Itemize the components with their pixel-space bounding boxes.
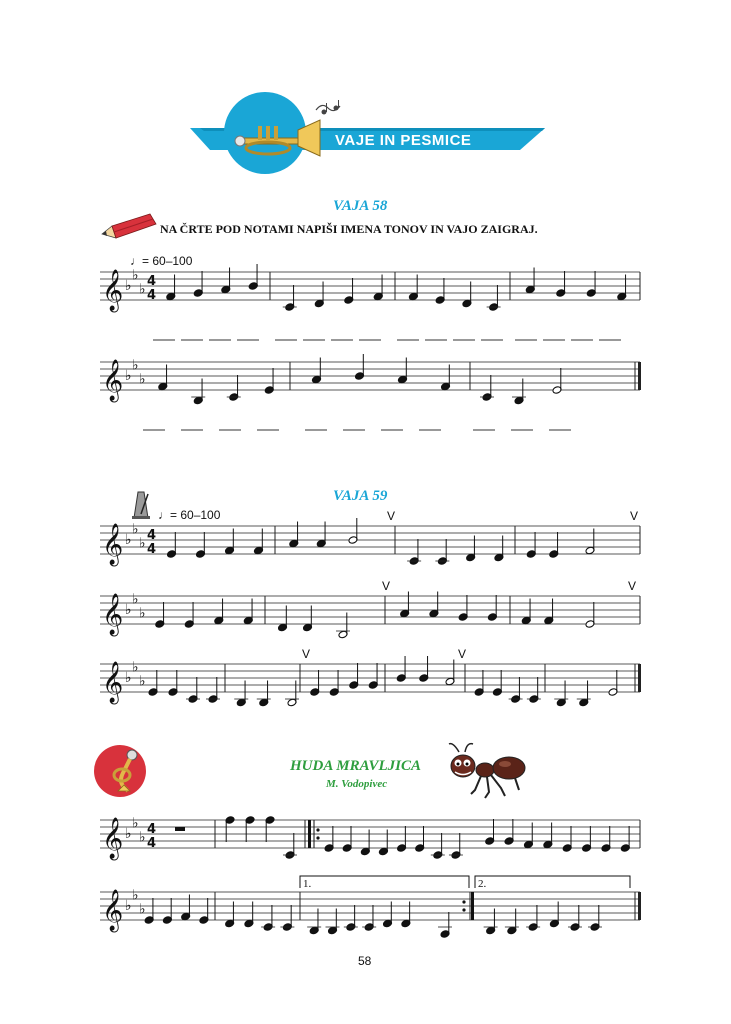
flat-sign: ♭: [139, 829, 146, 846]
treble-clef-icon: 𝄞: [102, 662, 124, 703]
flat-sign: ♭: [132, 815, 139, 832]
exercise-58-instruction: NA ČRTE POD NOTAMI NAPIŠI IMENA TONOV IN VAJO ZAIGRAJ.: [160, 222, 538, 236]
time-signature: 4: [147, 836, 157, 851]
time-signature: 4: [147, 542, 157, 557]
repeat-dot: [316, 828, 319, 831]
staff-vaja58-line1: [95, 262, 655, 316]
flat-sign: ♭: [125, 368, 132, 384]
flat-sign: ♭: [132, 521, 139, 538]
first-ending-bracket: [300, 876, 469, 888]
exercise-58-title: VAJA 58: [333, 198, 388, 214]
exercise-59-title: VAJA 59: [333, 488, 388, 504]
flat-sign: ♭: [132, 357, 139, 374]
quarter-note-icon: ♩: [158, 508, 170, 522]
flat-sign: ♭: [125, 532, 132, 548]
flat-sign: ♭: [132, 659, 139, 676]
page-number: 58: [358, 954, 372, 968]
time-signature: 4: [147, 274, 157, 289]
second-ending-bracket: [475, 876, 630, 888]
treble-clef-icon: 𝄞: [102, 360, 124, 401]
treble-clef-icon: 𝄞: [102, 270, 124, 311]
repeat-bar: [308, 820, 311, 848]
final-barline: [638, 362, 641, 390]
flat-sign: ♭: [139, 281, 146, 298]
staff-song-line2: [95, 874, 655, 940]
flat-sign: ♭: [132, 887, 139, 904]
song-title: HUDA MRAVLJICA: [290, 758, 422, 774]
treble-clef-icon: 𝄞: [102, 594, 124, 635]
pencil-icon: [98, 212, 158, 240]
flat-sign: ♭: [125, 898, 132, 914]
repeat-dot: [316, 836, 319, 839]
final-barline: [638, 892, 641, 920]
flat-sign: ♭: [125, 278, 132, 294]
repeat-dot: [462, 900, 465, 903]
bow-mark: V: [628, 579, 637, 593]
answer-lines-vaja58-line2: [95, 424, 655, 436]
first-ending-label: 1.: [303, 878, 312, 890]
flat-sign: ♭: [139, 371, 146, 388]
flat-sign: ♭: [125, 670, 132, 686]
ant-icon: [445, 742, 530, 802]
flat-sign: ♭: [125, 826, 132, 842]
bow-mark: V: [382, 579, 391, 593]
instrument-badge-icon: [94, 745, 146, 797]
staff-vaja59-line3: [95, 654, 655, 708]
final-barline: [638, 664, 641, 692]
trumpet-icon: [228, 100, 348, 160]
quarter-note-icon: ♩: [130, 254, 142, 268]
flat-sign: ♭: [132, 591, 139, 608]
flat-sign: ♭: [125, 602, 132, 618]
bow-mark: V: [302, 647, 311, 661]
staff-song-line1: [95, 808, 655, 868]
time-signature: 4: [147, 822, 157, 837]
repeat-dot: [462, 908, 465, 911]
staff-vaja59-line2: [95, 586, 655, 640]
whole-rest: [175, 827, 185, 831]
flat-sign: ♭: [139, 901, 146, 918]
flat-sign: ♭: [139, 605, 146, 622]
flat-sign: ♭: [132, 267, 139, 284]
flat-sign: ♭: [139, 673, 146, 690]
second-ending-label: 2.: [478, 878, 487, 890]
flat-sign: ♭: [139, 535, 146, 552]
treble-clef-icon: 𝄞: [102, 818, 124, 859]
repeat-bar: [471, 892, 474, 920]
treble-clef-icon: 𝄞: [102, 890, 124, 931]
time-signature: 4: [147, 528, 157, 543]
song-author: M. Vodopivec: [326, 778, 388, 790]
bow-mark: V: [458, 647, 467, 661]
staff-vaja58-line2: [95, 352, 655, 406]
tempo-value: = 60–100: [142, 254, 193, 268]
bow-mark: V: [387, 509, 396, 523]
bow-mark: V: [630, 509, 639, 523]
time-signature: 4: [147, 288, 157, 303]
tempo-value: = 60–100: [170, 508, 221, 522]
staff-vaja59-line1: [95, 516, 655, 570]
treble-clef-icon: 𝄞: [102, 524, 124, 565]
answer-lines-vaja58-line1: [95, 334, 655, 346]
banner-title: VAJE IN PESMICE: [335, 132, 472, 149]
